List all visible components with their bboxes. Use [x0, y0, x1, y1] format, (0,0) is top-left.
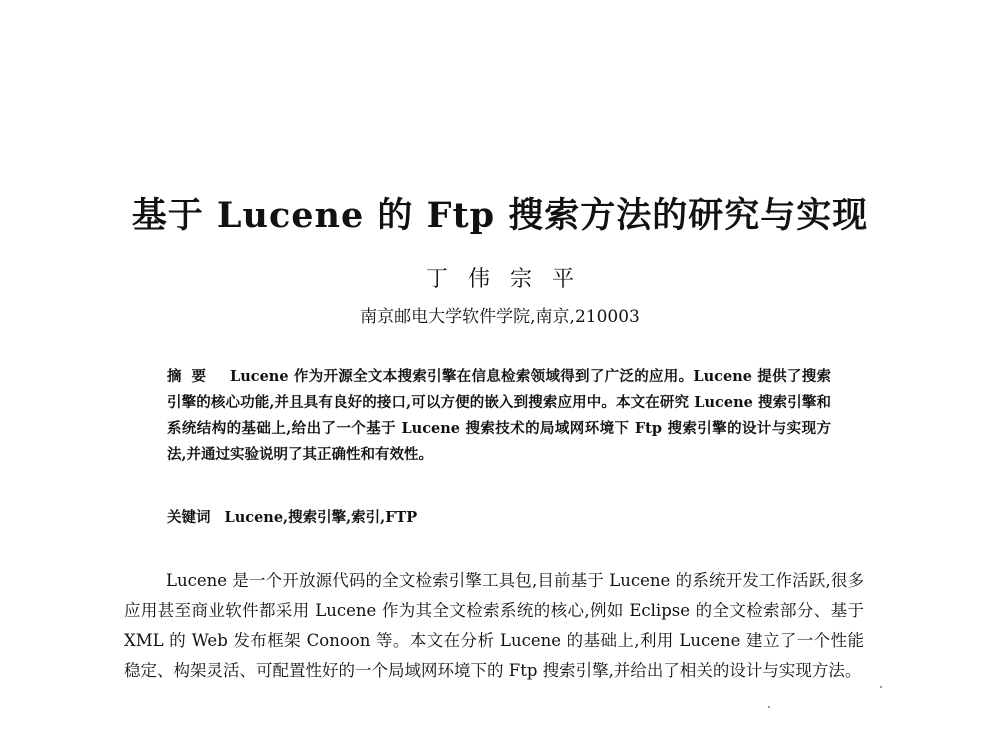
author-affiliation: 南京邮电大学软件学院,南京,210003	[360, 307, 640, 327]
scan-speck	[768, 706, 770, 708]
author-names: 丁伟宗平	[425, 267, 594, 292]
keywords-text: Lucene,搜索引擎,索引,FTP	[224, 509, 418, 526]
scan-speck	[880, 686, 882, 688]
abstract-label: 摘要	[167, 368, 216, 385]
abstract-section	[167, 364, 831, 468]
keywords-label: 关键词	[167, 509, 211, 526]
abstract-text: Lucene 作为开源全文本搜索引擎在信息检索领域得到了广泛的应用。Lucene 提供了搜索引擎的核心功能,并且具有良好的接口,可以方便的嵌入到搜索应用中。本文在研究 Lucene 搜索引擎和系统结构的基础上,给出了一个基于 Lucene 搜索技术的局域网环境下 Ftp 搜索引擎的设计与实现方法,并通过实验说明了其正确性和有效性。	[167, 368, 831, 463]
paper-title: 基于 Lucene 的 Ftp 搜索方法的研究与实现	[131, 195, 869, 236]
keywords-section	[167, 506, 831, 527]
intro-paragraph: Lucene 是一个开放源代码的全文检索引擎工具包,目前基于 Lucene 的系统开发工作活跃,很多应用甚至商业软件都采用 Lucene 作为其全文检索系统的核心,例如 Eclipse 的全文检索部分、基于 XML 的 Web 发布框架 Conoon 等。本文在分析 Lucene 的基础上,利用 Lucene 建立了一个性能稳定、构架灵活、可配置性好的一个局域网环境下的 Ftp 搜索引擎,并给出了相关的设计与实现方法。	[124, 571, 864, 680]
